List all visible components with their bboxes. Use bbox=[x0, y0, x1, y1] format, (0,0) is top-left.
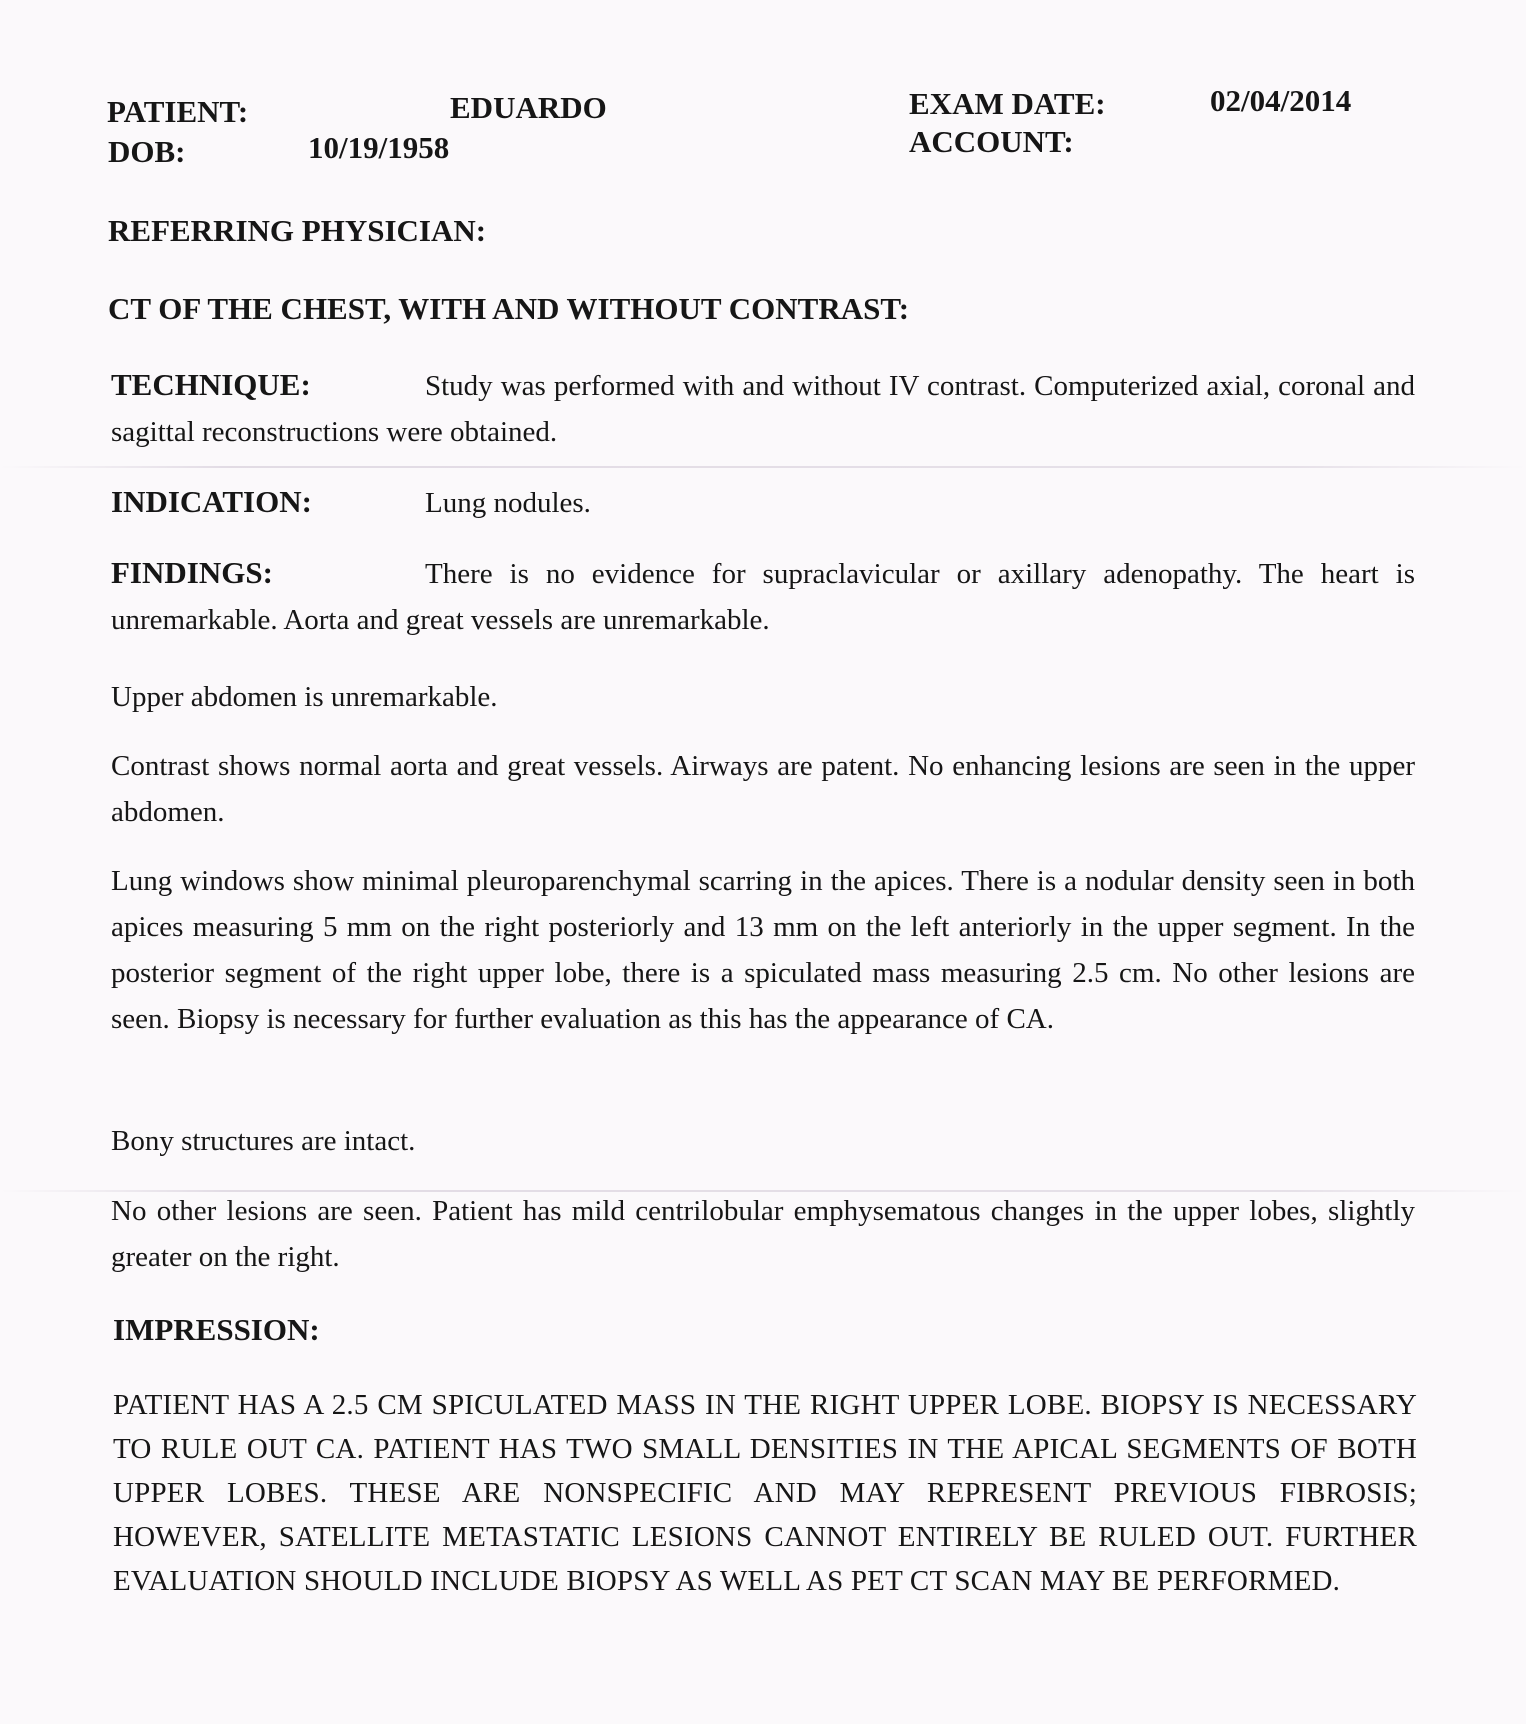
findings-paragraph: No other lesions are seen. Patient has mild centrilobular emphysematous changes in the upper lobes, slightly greater on the right. bbox=[111, 1195, 1415, 1273]
referring-physician-label: REFERRING PHYSICIAN: bbox=[108, 213, 487, 248]
study-title: CT OF THE CHEST, WITH AND WITHOUT CONTRAST: bbox=[108, 291, 910, 326]
indication-section bbox=[111, 479, 1415, 526]
exam-date-label: EXAM DATE: bbox=[909, 86, 1106, 121]
indication-text: Lung nodules. bbox=[425, 487, 591, 519]
technique-text: Study was performed with and without IV contrast. Computerized axial, coronal and sagittal reconstructions were obtained. bbox=[111, 370, 1415, 448]
dob-label: DOB: bbox=[108, 134, 186, 169]
technique-section bbox=[111, 362, 1415, 455]
findings-label: FINDINGS: bbox=[111, 555, 273, 590]
findings-section bbox=[111, 550, 1415, 643]
exam-date-value: 02/04/2014 bbox=[1210, 83, 1352, 118]
paper-fold-line bbox=[0, 466, 1526, 468]
patient-label: PATIENT: bbox=[107, 94, 249, 129]
findings-paragraph: Upper abdomen is unremarkable. bbox=[111, 681, 498, 713]
impression-label: IMPRESSION: bbox=[113, 1312, 320, 1347]
findings-paragraph: Contrast shows normal aorta and great vessels. Airways are patent. No enhancing lesions are seen in the upper abdomen. bbox=[111, 750, 1415, 828]
impression-text: PATIENT HAS A 2.5 CM SPICULATED MASS IN THE RIGHT UPPER LOBE. BIOPSY IS NECESSARY TO RULE OUT CA. PATIENT HAS TWO SMALL DENSITIES IN THE APICAL SEGMENTS OF BOTH UPPER LOBES. THESE ARE NONSPECIFIC AND MAY REPRESENT PREVIOUS FIBROSIS; HOWEVER, SATELLITE METASTATIC LESIONS CANNOT ENTIRELY BE RULED OUT. FURTHER EVALUATION SHOULD INCLUDE BIOPSY AS WELL AS PET CT SCAN MAY BE PERFORMED. bbox=[113, 1389, 1417, 1597]
account-label: ACCOUNT: bbox=[909, 124, 1074, 159]
indication-label: INDICATION: bbox=[111, 484, 312, 519]
dob-value: 10/19/1958 bbox=[308, 130, 450, 165]
findings-paragraph: Lung windows show minimal pleuroparenchymal scarring in the apices. There is a nodular density seen in both apices measuring 5 mm on the right posteriorly and 13 mm on the left anteriorly in the upper segment. In the posterior segment of the right upper lobe, there is a spiculated mass measuring 2.5 cm. No other lesions are seen. Biopsy is necessary for further evaluation as this has the appearance of CA. bbox=[111, 865, 1415, 1035]
patient-name: EDUARDO bbox=[450, 90, 607, 125]
technique-label: TECHNIQUE: bbox=[111, 367, 311, 402]
findings-paragraph: Bony structures are intact. bbox=[111, 1125, 416, 1157]
findings-text: There is no evidence for supraclavicular or axillary adenopathy. The heart is unremarkable. Aorta and great vessels are unremarkable. bbox=[111, 558, 1415, 636]
